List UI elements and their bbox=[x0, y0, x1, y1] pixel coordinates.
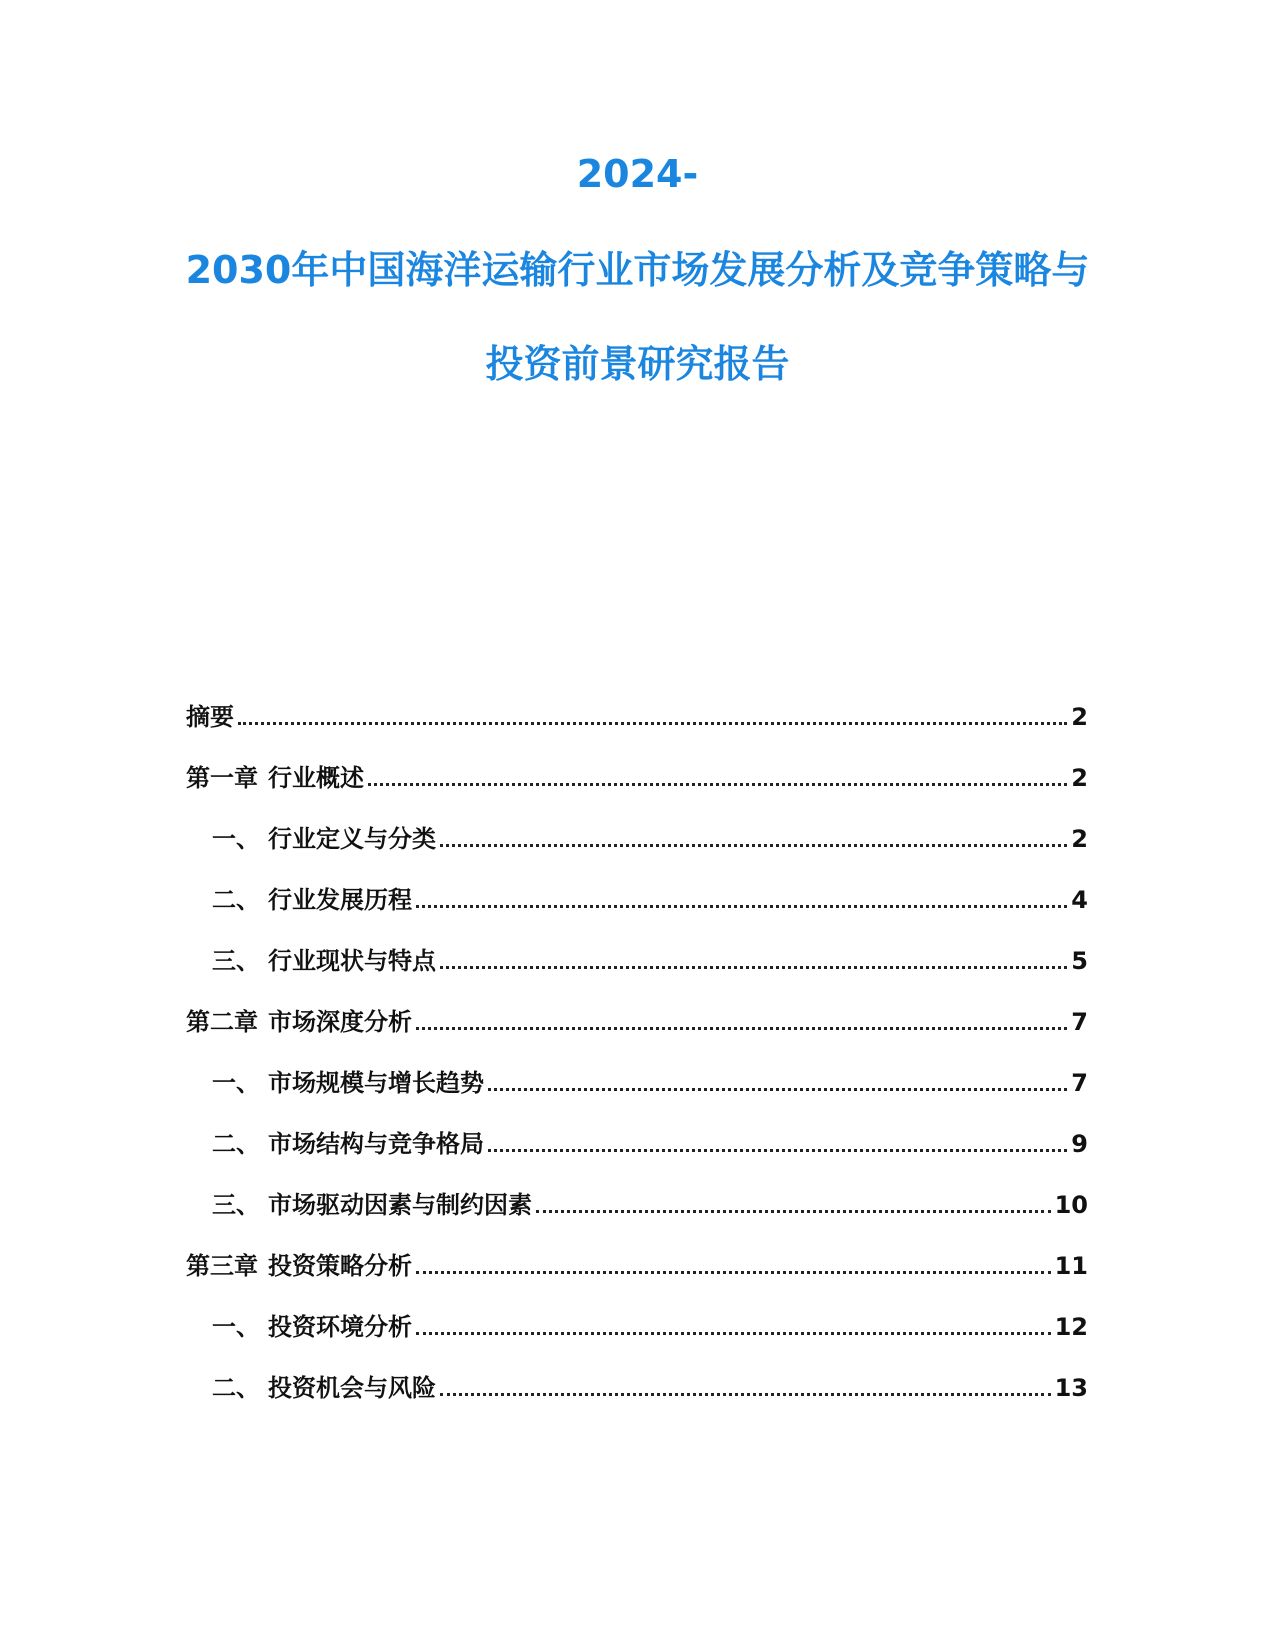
toc-chapter-number: 第一章 bbox=[186, 764, 258, 792]
report-title bbox=[0, 150, 1275, 388]
toc-entry-2-1[interactable] bbox=[186, 1064, 1088, 1098]
toc-dot-leader bbox=[488, 1149, 1067, 1152]
toc-page-number: 2 bbox=[1071, 764, 1088, 792]
toc-entry-label: 市场深度分析 bbox=[268, 1008, 412, 1036]
toc-entry-label: 行业现状与特点 bbox=[268, 947, 436, 975]
toc-entry-label: 市场规模与增长趋势 bbox=[268, 1069, 484, 1097]
toc-entry-chapter-1[interactable] bbox=[186, 759, 1088, 793]
toc-dot-leader bbox=[488, 1088, 1067, 1091]
toc-entry-label: 投资机会与风险 bbox=[268, 1374, 436, 1402]
toc-page-number: 7 bbox=[1071, 1008, 1088, 1036]
toc-entry-label: 投资环境分析 bbox=[268, 1313, 412, 1341]
toc-dot-leader bbox=[416, 1027, 1067, 1030]
toc-page-number: 5 bbox=[1071, 947, 1088, 975]
toc-entry-2-3[interactable] bbox=[186, 1186, 1088, 1220]
toc-section-number: 一、 bbox=[212, 825, 260, 853]
toc-dot-leader bbox=[440, 844, 1067, 847]
toc-entry-chapter-2[interactable] bbox=[186, 1003, 1088, 1037]
toc-dot-leader bbox=[416, 1332, 1051, 1335]
toc-entry-label: 市场驱动因素与制约因素 bbox=[268, 1191, 532, 1219]
toc-page-number: 2 bbox=[1071, 703, 1088, 731]
title-line-2: 2030年中国海洋运输行业市场发展分析及竞争策略与 bbox=[185, 248, 1090, 292]
toc-page-number: 12 bbox=[1054, 1313, 1088, 1341]
toc-dot-leader bbox=[440, 1393, 1051, 1396]
toc-section-number: 三、 bbox=[212, 947, 260, 975]
toc-page-number: 7 bbox=[1071, 1069, 1088, 1097]
toc-section-number: 二、 bbox=[212, 1130, 260, 1158]
toc-dot-leader bbox=[238, 722, 1067, 725]
toc-dot-leader bbox=[440, 966, 1067, 969]
toc-section-number: 一、 bbox=[212, 1069, 260, 1097]
toc-entry-3-2[interactable] bbox=[186, 1369, 1088, 1403]
toc-entry-label: 行业概述 bbox=[268, 764, 364, 792]
toc-section-number: 一、 bbox=[212, 1313, 260, 1341]
toc-page-number: 4 bbox=[1071, 886, 1088, 914]
toc-dot-leader bbox=[368, 783, 1067, 786]
toc-entry-1-3[interactable] bbox=[186, 942, 1088, 976]
toc-dot-leader bbox=[416, 1271, 1051, 1274]
toc-entry-label: 投资策略分析 bbox=[268, 1252, 412, 1280]
toc-chapter-number: 第二章 bbox=[186, 1008, 258, 1036]
toc-page-number: 11 bbox=[1054, 1252, 1088, 1280]
toc-entry-1-1[interactable] bbox=[186, 820, 1088, 854]
toc-page-number: 2 bbox=[1071, 825, 1088, 853]
toc-section-number: 二、 bbox=[212, 1374, 260, 1402]
toc-entry-chapter-3[interactable] bbox=[186, 1247, 1088, 1281]
toc-dot-leader bbox=[416, 905, 1067, 908]
toc-entry-label: 行业定义与分类 bbox=[268, 825, 436, 853]
toc-chapter-number: 第三章 bbox=[186, 1252, 258, 1280]
toc-entry-label: 行业发展历程 bbox=[268, 886, 412, 914]
title-line-3: 投资前景研究报告 bbox=[485, 342, 790, 386]
toc-section-number: 二、 bbox=[212, 886, 260, 914]
toc-entry-abstract[interactable] bbox=[186, 698, 1088, 732]
toc-section-number: 三、 bbox=[212, 1191, 260, 1219]
toc-entry-label: 摘要 bbox=[186, 703, 234, 731]
toc-entry-2-2[interactable] bbox=[186, 1125, 1088, 1159]
toc-entry-3-1[interactable] bbox=[186, 1308, 1088, 1342]
toc-page-number: 13 bbox=[1054, 1374, 1088, 1402]
toc-entry-label: 市场结构与竞争格局 bbox=[268, 1130, 484, 1158]
toc-dot-leader bbox=[536, 1210, 1051, 1213]
toc-entry-1-2[interactable] bbox=[186, 881, 1088, 915]
title-line-1: 2024- bbox=[576, 152, 699, 196]
toc-page-number: 9 bbox=[1071, 1130, 1088, 1158]
toc-page-number: 10 bbox=[1054, 1191, 1088, 1219]
